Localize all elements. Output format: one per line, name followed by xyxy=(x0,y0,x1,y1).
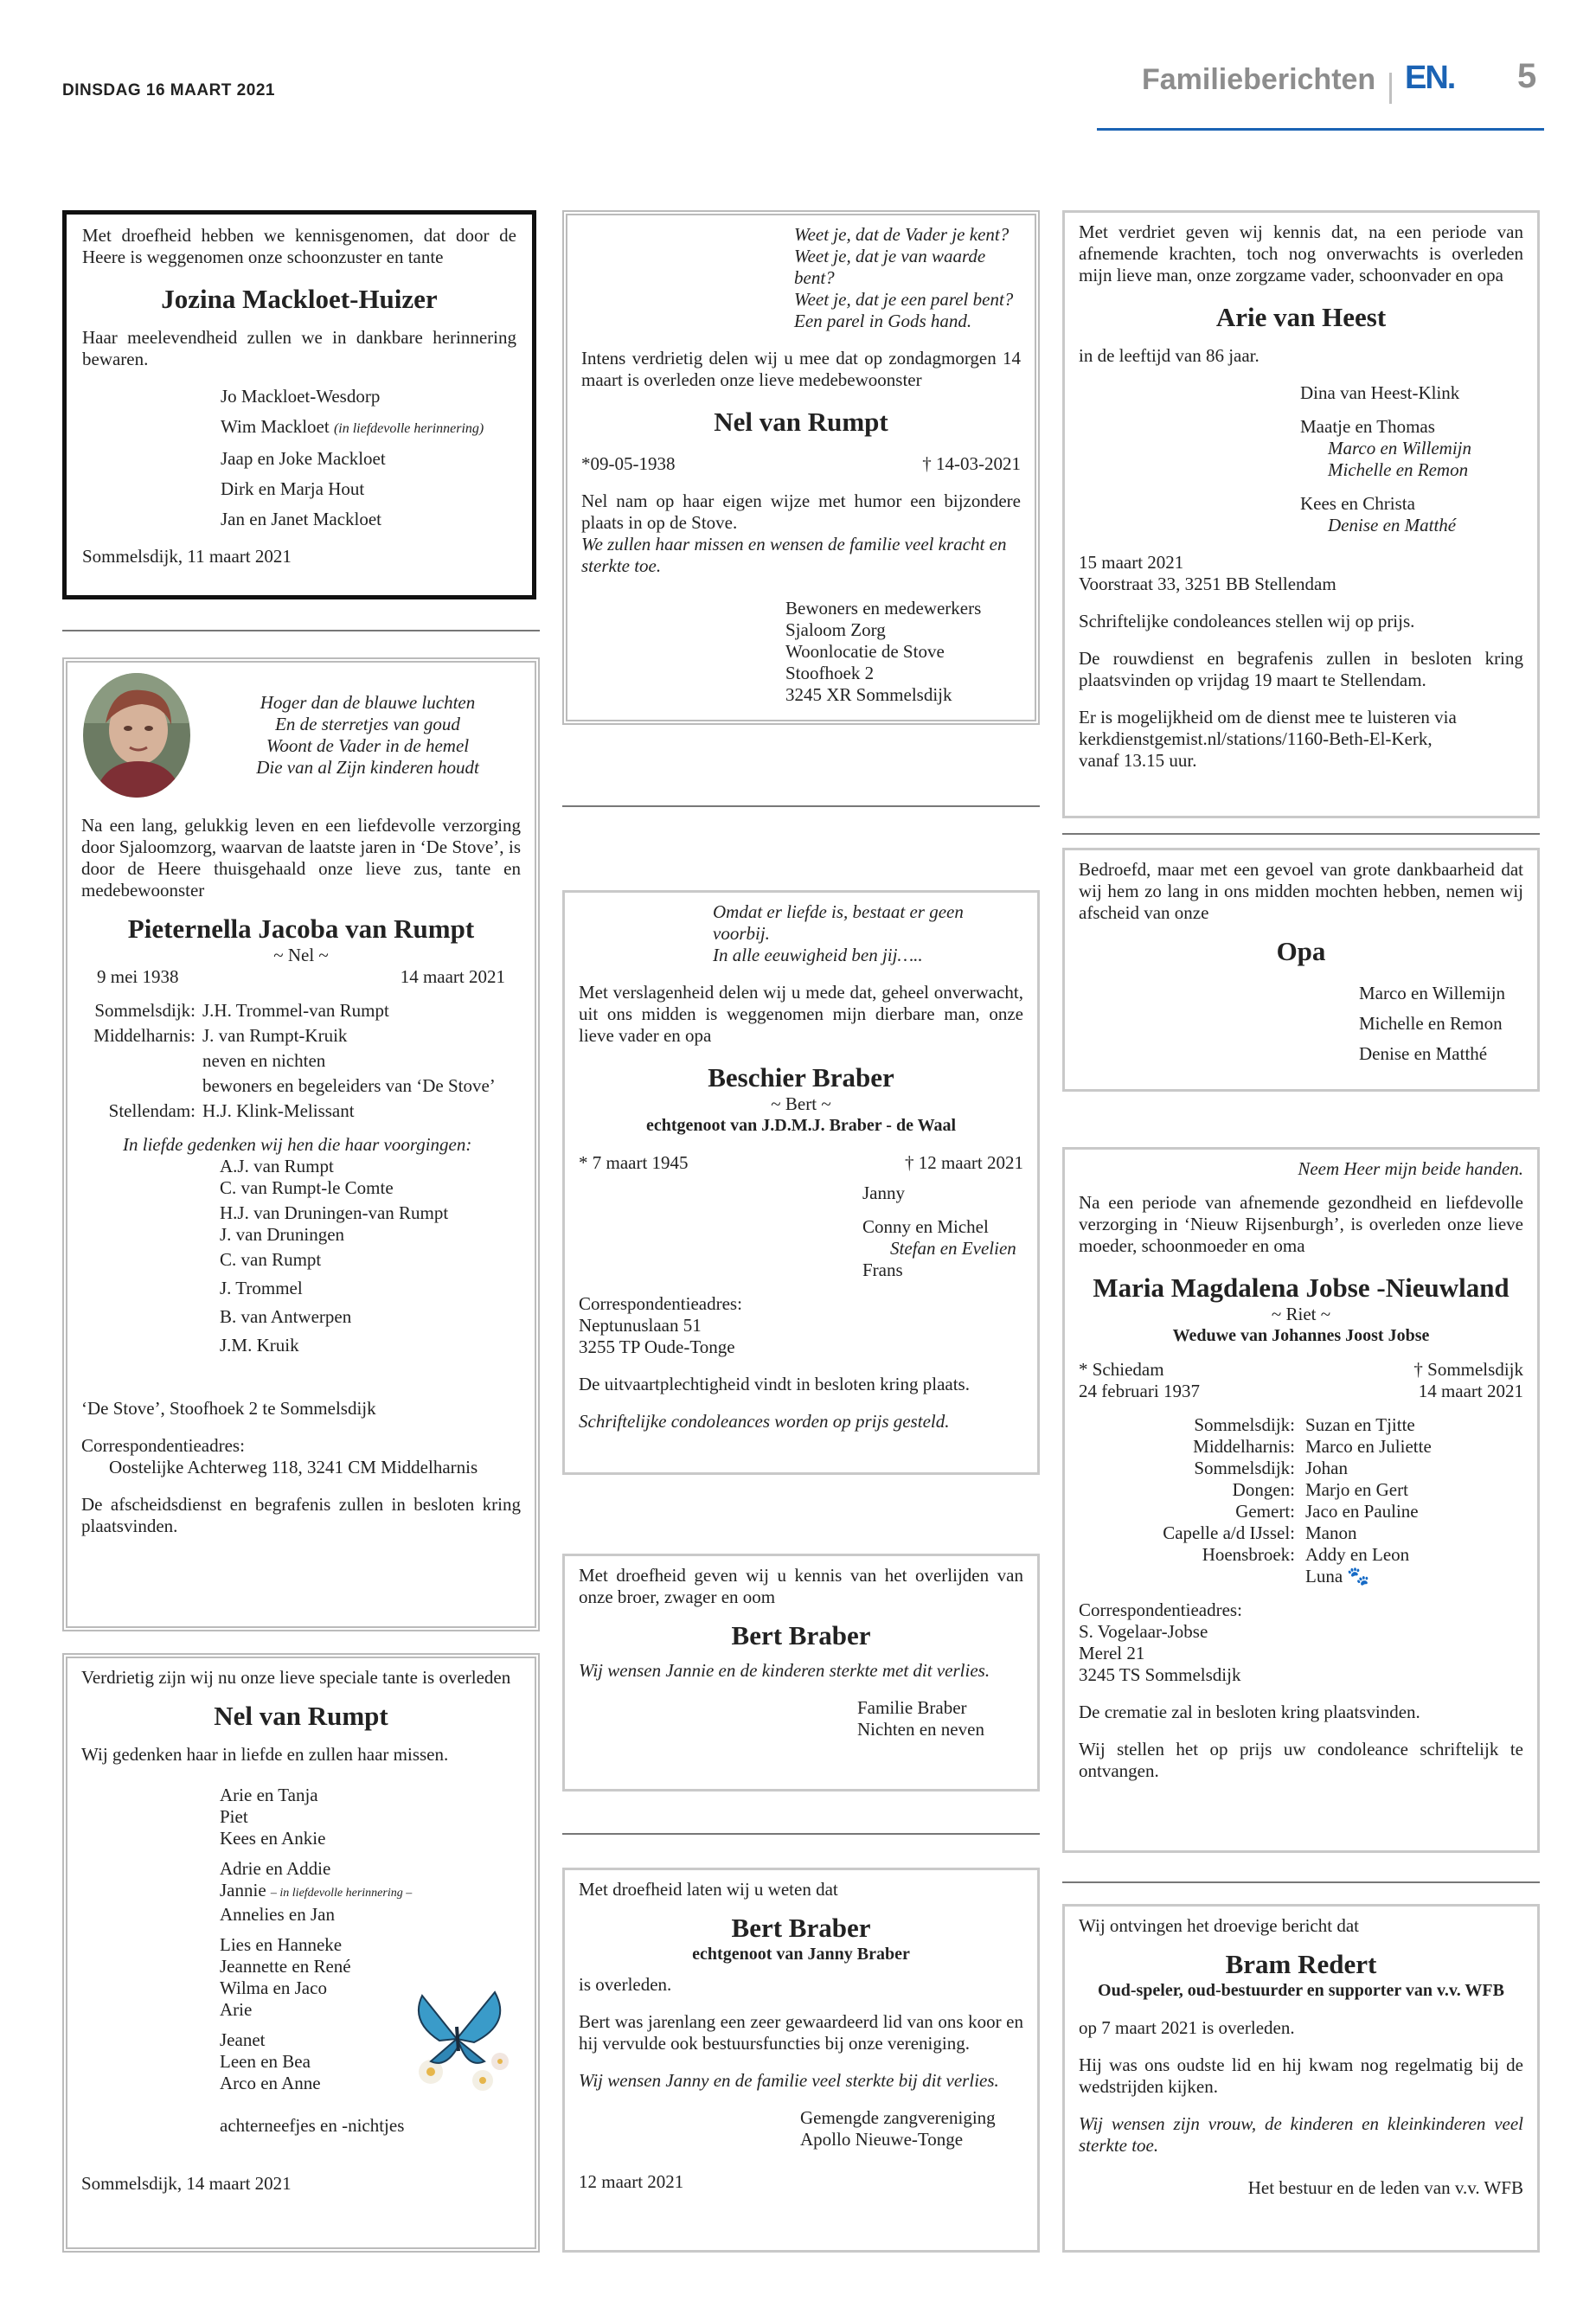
deceased-name: Arie van Heest xyxy=(1215,302,1387,332)
sender: Het bestuur en de leden van v.v. WFB xyxy=(1247,2177,1523,2198)
divider xyxy=(62,630,540,631)
obituary-beschier-braber: Omdat er liefde is, bestaat er geen voorbij. In alle eeuwigheid ben jij….. Met verslagenheid delen wij u mede dat, geheel onverwacht, uit ons midden is weggenomen mijn dierbare man, onze lieve vader en opa Beschier Braber ~ Bert ~ echtgenoot van J.D.M.J. Braber - de Waal * 7 maart 1945 † 12 maart 2021 Janny Conny en Michel Stefan en Evelien Frans Correspondentieadres: Neptunuslaan 51 3255 TP Oude-Tonge De uitvaartplechtigheid vindt in besloten kring plaats. Schriftelijke condoleances worden op prijs gesteld. xyxy=(562,890,1040,1475)
deceased-name: Opa xyxy=(1276,936,1326,966)
deceased-name: Jozina Mackloet-Huizer xyxy=(161,284,438,314)
poem: Weet je, dat de Vader je kent? Weet je, dat je van waarde bent? Weet je, dat je een parel bent? Een parel in Gods hand. xyxy=(794,224,1014,331)
place-date: Sommelsdijk, 11 maart 2021 xyxy=(82,546,292,567)
deceased-name: Nel van Rumpt xyxy=(214,1701,388,1731)
poem: Neem Heer mijn beide handen. xyxy=(1298,1158,1523,1179)
deceased-name: Maria Magdalena Jobse -Nieuwland xyxy=(1093,1272,1509,1303)
birth-death-dates: * 7 maart 1945 † 12 maart 2021 xyxy=(579,1152,1023,1173)
place-date: Sommelsdijk, 14 maart 2021 xyxy=(81,2173,292,2194)
obituary-maria-jobse-nieuwland: Neem Heer mijn beide handen. Na een periode van afnemende gezondheid en liefdevolle verzorging in ‘Nieuw Rijsenburgh’, is overleden onze lieve moeder, schoonmoeder en oma Maria Magdalena Jobse -Nieuwland ~ Riet ~ Weduwe van Johannes Joost Jobse * Schiedam 24 februari 1937 † Sommelsdijk 14 maart 2021 Sommelsdijk: Suzan en Tjitte Middelharnis: Marco en Juliette Sommelsdijk: Johan Dongen: Marjo en Gert Gemert: Jaco en Pauline Capelle a/d IJssel: Manon Hoensbroek: Addy en Leon Luna 🐾 Correspondentieadres: S. Vogelaar-Jobse Merel 21 3245 TS Sommelsdijk De crematie zal in besloten kring plaatsvinden. Wij stellen het op prijs uw condoleance schriftelijk te ontvangen. xyxy=(1062,1147,1540,1853)
obituary-bram-redert: Wij ontvingen het droevige bericht dat Bram Redert Oud-speler, oud-bestuurder en supporter van v.v. WFB op 7 maart 2021 is overleden. Hij was ons oudste lid en hij kwam nog regelmatig bij de wedstrijden kijken. Wij wensen zijn vrouw, de kinderen en kleinkinderen veel sterkte toe. Het bestuur en de leden van v.v. WFB xyxy=(1062,1904,1540,2253)
family-list: Marco en Willemijn Michelle en Remon Denise en Matthé xyxy=(1359,983,1506,1064)
obituary-jozina-mackloet: Met droefheid hebben we kennisgenomen, dat door de Heere is weggenomen onze schoonzuster en tante Jozina Mackloet-Huizer Haar meelevendheid zullen we in dankbare herinnering bewaren. Jo Mackloet-Wesdorp Wim Mackloet (in liefdevolle herinnering) Jaap en Joke Mackloet Dirk en Marja Hout Jan en Janet Mackloet Sommelsdijk, 11 maart 2021 xyxy=(62,210,536,599)
poem: Omdat er liefde is, bestaat er geen voorbij. In alle eeuwigheid ben jij….. xyxy=(713,901,964,965)
divider xyxy=(1062,1881,1540,1883)
divider xyxy=(562,805,1040,807)
page-number: 5 xyxy=(1517,57,1537,95)
deceased-name: Bram Redert xyxy=(1225,1949,1377,1979)
deceased-name: Bert Braber xyxy=(731,1620,871,1650)
family-list: Dina van Heest-Klink Maatje en Thomas Marco en Willemijn Michelle en Remon Kees en Christa Denise en Matthé xyxy=(1300,382,1472,535)
butterfly-illustration xyxy=(405,1978,517,2091)
deceased-name: Beschier Braber xyxy=(708,1062,894,1093)
obituary-bert-braber-family: Met droefheid geven wij u kennis van het overlijden van onze broer, zwager en oom Bert Braber Wij wensen Jannie en de kinderen sterkte met dit verlies. Familie Braber Nichten en neven xyxy=(562,1554,1040,1791)
obituary-pieternella-van-rumpt: Hoger dan de blauwe luchten En de sterretjes van goud Woont de Vader in de hemel Die van al Zijn kinderen houdt Na een lang, gelukkig leven en een liefdevolle verzorging door Sjaloomzorg, waarvan de laatste jaren in ‘De Stove’, is door de Heere thuisgehaald onze lieve zus, tante en medebewoonster Pieternella Jacoba van Rumpt ~ Nel ~ 9 mei 1938 14 maart 2021 Sommelsdijk: J.H. Trommel-van Rumpt Middelharnis: J. van Rumpt-Kruik neven en nichten bewoners en begeleiders van ‘De Stove’ Stellendam: H.J. Klink-Melissant In liefde gedenken wij hen die haar voorgingen: A.J. van Rumpt C. van Rumpt-le Comte H.J. van Druningen-van Rumpt J. van Druningen C. van Rumpt J. Trommel B. van Antwerpen J.M. Kruik ‘De Stove’, Stoofhoek 2 te Sommelsdijk Correspondentieadres: Oostelijke Achterweg 118, 3241 CM Middelharnis De afscheidsdienst en begrafenis zullen in besloten kring plaatsvinden. xyxy=(62,657,540,1631)
deceased-name: Nel van Rumpt xyxy=(714,407,888,437)
memorial-list: A.J. van Rumpt C. van Rumpt-le Comte H.J. van Druningen-van Rumpt J. van Druningen C. van Rumpt J. Trommel B. van Antwerpen J.M. Kruik xyxy=(220,1156,449,1356)
obituary-bert-braber-choir: Met droefheid laten wij u weten dat Bert Braber echtgenoot van Janny Braber is overleden. Bert was jarenlang een zeer gewaardeerd lid van ons koor en hij vervulde ook bestuursfuncties bij onze vereniging. Wij wensen Janny en de familie veel sterkte bij dit verlies. Gemengde zangvereniging Apollo Nieuwe-Tonge 12 maart 2021 xyxy=(562,1868,1040,2253)
family-list: Janny Conny en Michel Stefan en Evelien Frans xyxy=(862,1183,1016,1280)
birth-death-dates: 9 mei 1938 14 maart 2021 xyxy=(97,966,505,987)
poem: Hoger dan de blauwe luchten En de sterretjes van goud Woont de Vader in de hemel Die van al Zijn kinderen houdt xyxy=(256,692,479,778)
page-date: DINSDAG 16 MAART 2021 xyxy=(62,81,275,99)
relatives-list: Sommelsdijk: J.H. Trommel-van Rumpt Middelharnis: J. van Rumpt-Kruik neven en nichten bewoners en begeleiders van ‘De Stove’ Stellendam: H.J. Klink-Melissant xyxy=(93,1000,496,1121)
sender: Gemengde zangvereniging Apollo Nieuwe-Tonge xyxy=(800,2107,996,2150)
obituary-nel-van-rumpt-residents: Weet je, dat de Vader je kent? Weet je, dat je van waarde bent? Weet je, dat je een parel bent? Een parel in Gods hand. Intens verdrietig delen wij u mee dat op zondagmorgen 14 maart is overleden onze lieve medebewoonster Nel van Rumpt *09-05-1938 † 14-03-2021 Nel nam op haar eigen wijze met humor een bijzondere plaats in op de Stove. We zullen haar missen en wensen de familie veel kracht en sterkte toe. Bewoners en medewerkers Sjaloom Zorg Woonlocatie de Stove Stoofhoek 2 3245 XR Sommelsdijk xyxy=(562,210,1040,725)
header-divider xyxy=(1389,73,1392,104)
place-date: 12 maart 2021 xyxy=(579,2171,684,2192)
newspaper-logo[interactable]: EN. xyxy=(1405,60,1455,96)
divider xyxy=(562,1833,1040,1835)
sender: Bewoners en medewerkers Sjaloom Zorg Woonlocatie de Stove Stoofhoek 2 3245 XR Sommelsdijk xyxy=(785,598,982,705)
header-rule xyxy=(1097,128,1544,131)
deceased-name: Pieternella Jacoba van Rumpt xyxy=(127,913,475,944)
sender: Familie Braber Nichten en neven xyxy=(857,1697,984,1740)
obituary-nel-van-rumpt-family: Verdrietig zijn wij nu onze lieve speciale tante is overleden Nel van Rumpt Wij gedenken haar in liefde en zullen haar missen. Arie en Tanja Piet Kees en Ankie Adrie en Addie Jannie – in liefdevolle herinnering – Annelies en Jan Lies en Hanneke Jeannette en René Wilma en Jaco Arie Jeanet Leen en Bea Arco en Anne achterneefjes en -nichtjes Sommelsdijk, 14 maart 2021 xyxy=(62,1653,540,2253)
obituary-opa: Bedroefd, maar met een gevoel van grote dankbaarheid dat wij hem zo lang in ons midden mochten hebben, nemen wij afscheid van onze Opa Marco en Willemijn Michelle en Remon Denise en Matthé xyxy=(1062,848,1540,1092)
deceased-name: Bert Braber xyxy=(731,1913,871,1943)
family-list: Arie en Tanja Piet Kees en Ankie Adrie en Addie Jannie – in liefdevolle herinnering – Annelies en Jan Lies en Hanneke Jeannette en René Wilma en Jaco Arie Jeanet Leen en Bea Arco en Anne achterneefjes en -nichtjes xyxy=(220,1785,413,2136)
relatives-list: Sommelsdijk: Suzan en Tjitte Middelharnis: Marco en Juliette Sommelsdijk: Johan Dongen: Marjo en Gert Gemert: Jaco en Pauline Capelle a/d IJssel: Manon Hoensbroek: Addy en Leon Luna 🐾 xyxy=(1163,1414,1432,1586)
stream-link[interactable]: kerkdienstgemist.nl/stations/1160-Beth-El-Kerk, xyxy=(1079,728,1433,749)
birth-death-dates: *09-05-1938 † 14-03-2021 xyxy=(581,453,1021,474)
family-list: Jo Mackloet-Wesdorp Wim Mackloet (in liefdevolle herinnering) Jaap en Joke Mackloet Dirk en Marja Hout Jan en Janet Mackloet xyxy=(221,386,484,529)
portrait-photo xyxy=(81,671,192,799)
birth-death-dates: * Schiedam 24 februari 1937 † Sommelsdijk 14 maart 2021 xyxy=(1079,1359,1523,1401)
section-title: Familieberichten xyxy=(1142,63,1376,96)
obituary-arie-van-heest: Met verdriet geven wij kennis dat, na een periode van afnemende krachten, toch nog onverwachts is overleden mijn lieve man, onze zorgzame vader, schoonvader en opa Arie van Heest in de leeftijd van 86 jaar. Dina van Heest-Klink Maatje en Thomas Marco en Willemijn Michelle en Remon Kees en Christa Denise en Matthé 15 maart 2021 Voorstraat 33, 3251 BB Stellendam Schriftelijke condoleances stellen wij op prijs. De rouwdienst en begrafenis zullen in besloten kring plaatsvinden op vrijdag 19 maart te Stellendam. Er is mogelijkheid om de dienst mee te luisteren via kerkdienstgemist.nl/stations/1160-Beth-El-Kerk, vanaf 13.15 uur. xyxy=(1062,210,1540,818)
divider xyxy=(1062,833,1540,835)
